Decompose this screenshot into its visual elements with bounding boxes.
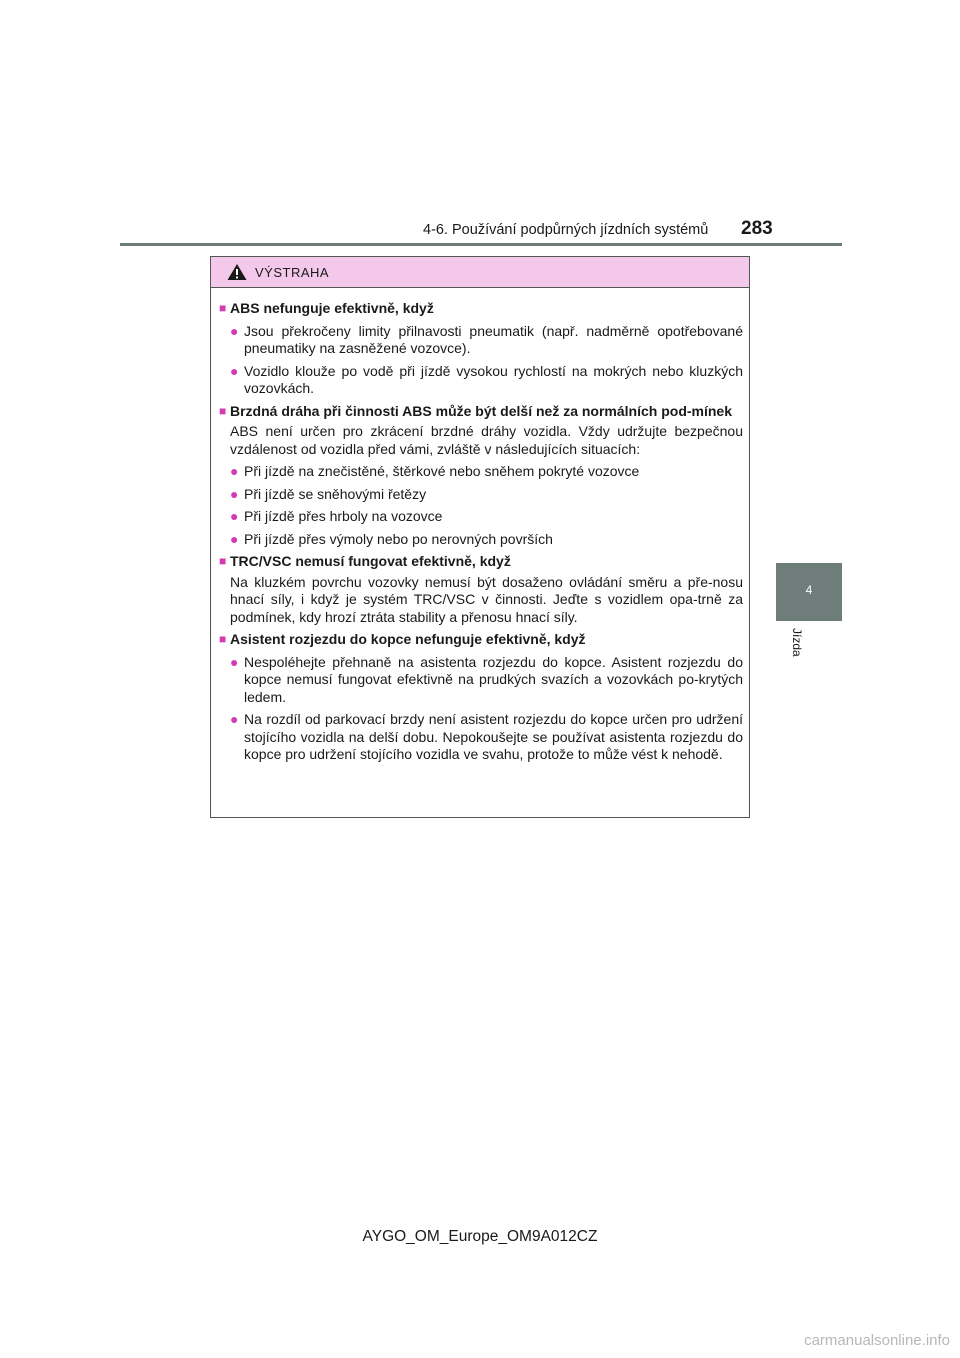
section-heading: ■ ABS nefunguje efektivně, když [219, 300, 434, 316]
warning-title: VÝSTRAHA [255, 264, 330, 280]
list-item: ● Při jízdě přes hrboly na vozovce [230, 508, 443, 524]
page-number: 283 [741, 218, 773, 239]
square-bullet-icon: ■ [219, 301, 227, 315]
square-bullet-icon: ■ [219, 632, 227, 646]
list-item: ● Na rozdíl od parkovací brzdy není asistent rozjezdu do kopce určen pro udržení stojícího vozidla na delší dobu. Nepokoušejte se používat asistenta rozjezdu do kopce pro udržení stojícího vozidla ve svahu, protože to může vést k nehodě. [230, 711, 743, 762]
square-bullet-icon: ■ [219, 554, 227, 568]
circle-bullet-icon: ● [230, 463, 239, 479]
section-heading: ■ TRC/VSC nemusí fungovat efektivně, když [219, 553, 511, 569]
circle-bullet-icon: ● [230, 322, 239, 339]
list-item: ● Nespoléhejte přehnaně na asistenta rozjezdu do kopce. Asistent rozjezdu do kopce nemusí fungovat efektivně na prudkých svazích a vozovkách po-krytých ledem. [230, 653, 743, 705]
square-bullet-icon: ■ [219, 403, 227, 418]
list-item: ● Vozidlo klouže po vodě při jízdě vysokou rychlostí na mokrých nebo kluzkých vozovkách. [230, 362, 743, 396]
circle-bullet-icon: ● [230, 485, 239, 502]
list-item: ● Jsou překročeny limity přilnavosti pneumatik (např. nadměrně opotřebované pneumatiky na zasněžené vozovce). [230, 322, 743, 356]
warning-header [211, 257, 749, 288]
chapter-label: Jízda [790, 628, 804, 657]
document-code: AYGO_OM_Europe_OM9A012CZ [362, 1228, 598, 1245]
section-title: 4-6. Používání podpůrných jízdních systémů [423, 222, 709, 238]
warning-box [210, 256, 750, 818]
list-item: ● Při jízdě přes výmoly nebo po nerovných površích [230, 530, 553, 547]
circle-bullet-icon: ● [230, 653, 239, 670]
section-heading: ■ Asistent rozjezdu do kopce nefunguje efektivně, když [219, 631, 586, 647]
section-paragraph: Na kluzkém povrchu vozovky nemusí být dosaženo ovládání směru a pře-nosu hnací síly, i když je systém TRC/VSC v činnosti. Jeďte s vozidlem opa-trně za podmínek, kdy hrozí ztráta stability a přenosu hnací síly. [230, 573, 743, 625]
warning-triangle-icon [227, 263, 247, 281]
chapter-tab [776, 563, 842, 621]
circle-bullet-icon: ● [230, 530, 239, 547]
section-heading: ■ Brzdná dráha při činnosti ABS může být delší než za normálních pod-mínek [219, 402, 733, 419]
section-paragraph: ABS není určen pro zkrácení brzdné dráhy vozidla. Vždy udržujte bezpečnou vzdálenost od vozidla před vámi, zvláště v následujících situacích: [230, 423, 743, 457]
circle-bullet-icon: ● [230, 508, 239, 524]
warning-body [211, 288, 749, 764]
watermark: carmanualsonline.info [804, 1332, 950, 1349]
circle-bullet-icon: ● [230, 711, 239, 727]
chapter-number: 4 [805, 583, 813, 597]
header-rule [120, 243, 842, 246]
list-item: ● Při jízdě na znečistěné, štěrkové nebo sněhem pokryté vozovce [230, 463, 640, 479]
list-item: ● Při jízdě se sněhovými řetězy [230, 485, 427, 502]
circle-bullet-icon: ● [230, 362, 239, 379]
